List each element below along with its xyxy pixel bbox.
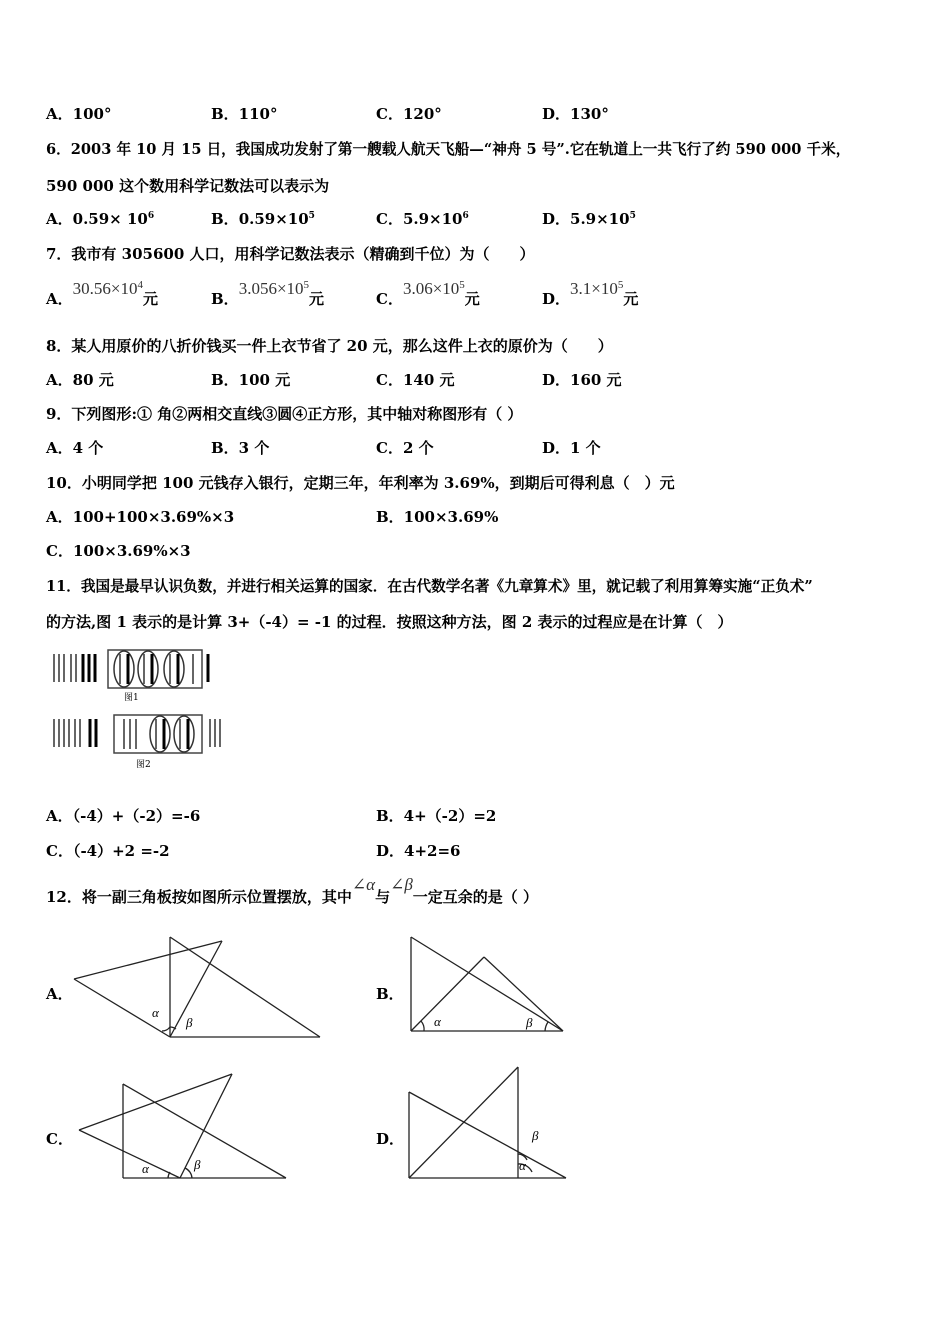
q12-option-a-label: A． [46,985,73,1003]
q6-option-b: B．$0.59\times 10^5$ [211,210,315,228]
fig-a-beta: β [186,1015,193,1030]
q11-option-a: A．（-4）+（-2）=-6 [46,807,201,825]
q8-option-a: A．80 元 [46,371,114,389]
q8-option-c: C．140 元 [376,371,455,389]
q8-stem: 8．某人用原价的八折价钱买一件上衣节省了 20 元，那么这件上衣的原价为（ ） [46,337,613,355]
q10-option-b: B．100×3.69% [376,508,499,526]
q12-stem: 12．将一副三角板按如图所示位置摆放，其中∠α与∠β一定互余的是（ ） [46,875,539,906]
q10-option-a: A．100+100×3.69%×3 [46,508,235,526]
fig-b-alpha: α [434,1014,441,1029]
q11-option-b: B．4+（-2）=2 [376,807,497,825]
q9-option-a: A．4 个 [46,439,104,457]
fig-a-alpha: α [152,1005,159,1020]
fig-d-alpha: α [519,1158,526,1173]
fig-c-alpha: α [142,1161,149,1176]
fig1-caption: 图1 [124,693,139,703]
q6-option-c: C．$5.9\times 10^6$ [376,210,469,228]
q12-option-c-label: C． [46,1130,73,1148]
fig-d-beta: β [532,1128,539,1143]
triangle-figure-c [76,1072,296,1184]
q7-option-d: D．$3.1\times 10^5$元 [542,279,639,308]
q9-option-c: C．2 个 [376,439,434,457]
q10-stem: 10．小明同学把 100 元钱存入银行，定期三年，年利率为 3.69%，到期后可得利息（ ）元 [46,474,675,492]
fig2-caption: 图2 [136,760,151,770]
q11-stem-line2: 的方法,图 1 表示的是计算 3+（-4）= -1 的过程．按照这种方法，图 2 表示的过程应是在计算（ ） [46,613,733,631]
q6-stem-line2: 590 000 这个数用科学记数法可以表示为 [46,177,330,195]
q10-option-c: C．100×3.69%×3 [46,542,191,560]
q9-option-d: D．1 个 [542,439,601,457]
fig-c-beta: β [194,1157,201,1172]
q5-option-d: D．130° [542,105,609,123]
q11-option-c: C．（-4）+2 =-2 [46,842,170,860]
counting-rods-figure-2 [48,713,228,761]
q5-option-a: A．100° [46,105,112,123]
q7-option-b: B．$3.056\times 10^5$元 [211,279,325,308]
fig-b-beta: β [526,1015,533,1030]
q6-option-d: D．$5.9\times 10^5$ [542,210,636,228]
q5-option-b: B．110° [211,105,278,123]
q5-option-c: C．120° [376,105,442,123]
q12-option-b-label: B． [376,985,404,1003]
q8-option-b: B．100 元 [211,371,291,389]
triangle-figure-b [408,935,568,1035]
q7-option-c: C．$3.06\times 10^5$元 [376,279,480,308]
q6-stem-line1: 6．2003 年 10 月 15 日，我国成功发射了第一艘载人航天飞船—“神舟 5 号”.它在轨道上一共飞行了约 590 000 千米， [46,141,851,158]
triangle-figure-d [406,1064,576,1184]
q9-stem: 9．下列图形:① 角②两相交直线③圆④正方形，其中轴对称图形有（ ） [46,405,523,423]
q7-option-a: A．$30.56\times 10^4$元 [46,279,158,308]
q6-option-a: A．$0.59\times 10^6$ [46,210,155,228]
q8-option-d: D．160 元 [542,371,622,389]
q11-option-d: D．4+2=6 [376,842,461,860]
q7-stem: 7．我市有 305600 人口，用科学记数法表示（精确到千位）为（ ） [46,245,535,263]
q12-option-d-label: D． [376,1130,405,1148]
q9-option-b: B．3 个 [211,439,270,457]
q11-stem-line1: 11．我国是最早认识负数，并进行相关运算的国家．在古代数学名著《九章算术》里，就记载了利用算筹实施“正负术” [46,578,813,595]
triangle-figure-a [70,935,330,1045]
